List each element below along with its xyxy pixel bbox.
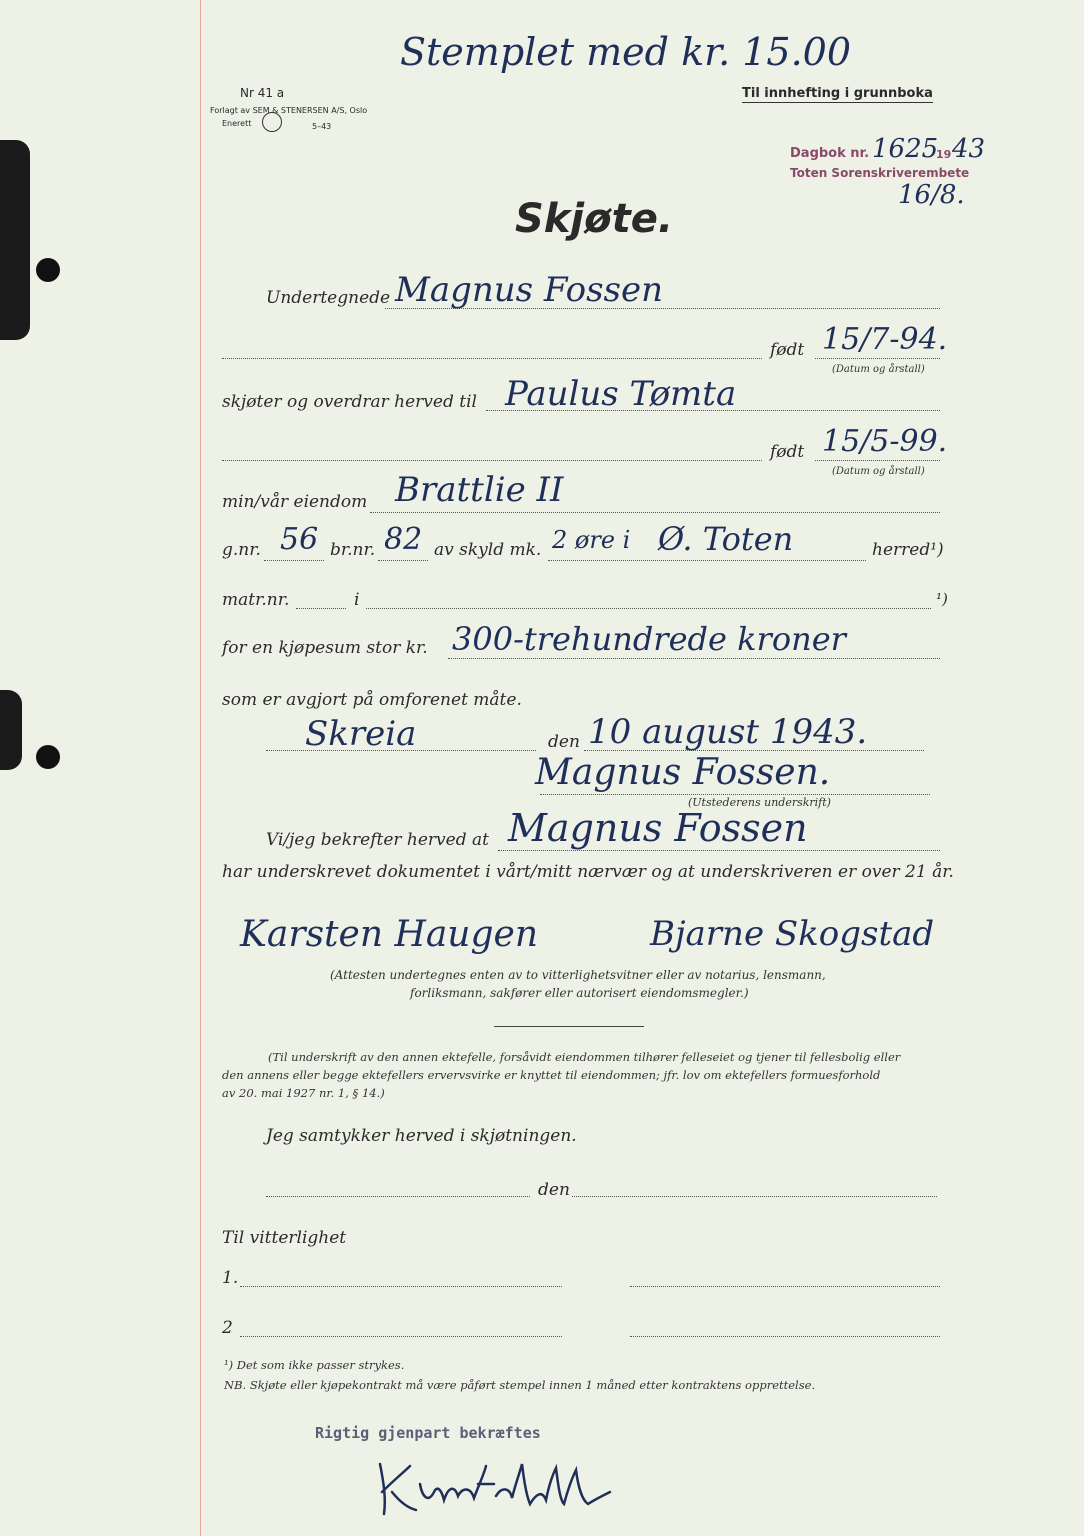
fodt-label: født (770, 442, 805, 462)
issuer-signature: Magnus Fossen. (535, 752, 831, 793)
dagbok-number: 1625 (872, 134, 939, 164)
dotted-line (378, 560, 428, 561)
matr-note: ¹) (936, 590, 948, 608)
avgjort-text: som er avgjort på omforenet måte. (222, 690, 522, 710)
purchase-price: 300-trehundrede kroner (452, 620, 846, 658)
brnr-value: 82 (384, 522, 423, 557)
skjoter-label: skjøter og overdrar herved til (222, 392, 477, 412)
publisher-rights: Enerett (222, 119, 252, 128)
witness-signature-2: Bjarne Skogstad (650, 914, 935, 954)
certified-stamp: Rigtig gjenpart bekræftes (315, 1424, 541, 1442)
place-value: Skreia (305, 714, 417, 754)
margin-line (200, 0, 201, 1536)
seller-name: Magnus Fossen (395, 270, 664, 310)
datum-hint: (Datum og årstall) (832, 466, 925, 477)
herred-value: Ø. Toten (658, 520, 794, 558)
buyer-name: Paulus Tømta (505, 374, 737, 414)
dotted-line (296, 608, 346, 609)
publisher-date: 5–43 (312, 122, 332, 131)
confirmed-signer: Magnus Fossen (508, 806, 808, 850)
bekrefter-label: Vi/jeg bekrefter herved at (266, 830, 489, 850)
gnr-value: 56 (280, 522, 319, 557)
nb-note: NB. Skjøte eller kjøpekontrakt må være påført stempel innen 1 måned etter kontraktens opprettelse. (224, 1378, 816, 1392)
den-label: den (538, 1180, 570, 1200)
attest-note: forliksmann, sakfører eller autorisert eiendomsmegler.) (410, 986, 749, 1000)
dotted-line (366, 608, 931, 609)
binding-blot (0, 140, 30, 340)
witness-line-number: 2 (222, 1318, 233, 1338)
spouse-note: av 20. mai 1927 nr. 1, § 14.) (222, 1086, 385, 1100)
seller-birthdate: 15/7-94. (822, 322, 948, 357)
undertegnede-label: Undertegnede (266, 288, 391, 308)
publisher-line: Forlagt av SEM & STENERSEN A/S, Oslo (210, 106, 368, 115)
herred-label: herred¹) (872, 540, 944, 560)
eiendom-label: min/vår eiendom (222, 492, 368, 512)
date-value: 10 august 1943. (588, 712, 868, 752)
dotted-line (572, 1196, 937, 1197)
skyld-label: av skyld mk. (434, 540, 542, 560)
brnr-label: br.nr. (330, 540, 376, 560)
dotted-line (815, 460, 940, 461)
dotted-line (222, 460, 762, 461)
dotted-line (630, 1286, 940, 1287)
dotted-line (498, 850, 940, 851)
dagbok-year: 43 (952, 134, 986, 164)
underskrevet-text: har underskrevet dokumentet i vårt/mitt nærvær og at underskriveren er over 21 år. (222, 862, 954, 882)
buyer-birthdate: 15/5-99. (822, 424, 948, 459)
matr-i: i (354, 590, 360, 610)
dotted-line (630, 1336, 940, 1337)
attest-note: (Attesten undertegnes enten av to vitterlighetsvitner eller av notarius, lensmann, (330, 968, 826, 982)
dotted-line (222, 358, 762, 359)
skyld-value: 2 øre i (552, 526, 631, 554)
dotted-line (540, 794, 930, 795)
witness-line-number: 1. (222, 1268, 239, 1288)
dagbok-year-prefix: 19 (936, 148, 952, 161)
datum-hint: (Datum og årstall) (832, 364, 925, 375)
stamp-duty-note: Stemplet med kr. 15.00 (400, 30, 852, 74)
gnr-label: g.nr. (222, 540, 261, 560)
dagbok-label: Dagbok nr. (790, 146, 870, 161)
matr-label: matr.nr. (222, 590, 290, 610)
issuer-hint: (Utstederens underskrift) (688, 796, 831, 809)
den-label: den (548, 732, 580, 752)
binding-blot (0, 690, 22, 770)
form-number: Nr 41 a (240, 86, 285, 100)
punch-hole (36, 258, 60, 282)
document-title: Skjøte. (515, 196, 674, 242)
consent-text: Jeg samtykker herved i skjøtningen. (266, 1126, 577, 1146)
dotted-line (815, 358, 940, 359)
spouse-note: den annens eller begge ektefellers ervervsvirke er knyttet til eiendommen; jfr. lov om ektefellers formuesforhold (222, 1068, 881, 1082)
dagbok-date: 16/8. (898, 180, 965, 210)
punch-hole (36, 745, 60, 769)
dotted-line (448, 658, 940, 659)
dagbok-office: Toten Sorenskriverembete (790, 166, 970, 180)
spouse-note: (Til underskrift av den annen ektefelle, forsåvidt eiendommen tilhører felleseiet og tjener til fellesbolig eller (268, 1050, 901, 1064)
registry-note: Til innhefting i grunnboka (742, 86, 933, 101)
vitterlighet-label: Til vitterlighet (222, 1228, 347, 1248)
dotted-line (370, 512, 940, 513)
dotted-line (240, 1336, 562, 1337)
footnote: ¹) Det som ikke passer strykes. (224, 1358, 405, 1372)
dotted-line (548, 560, 866, 561)
publisher-logo (262, 112, 282, 132)
certification-signature (370, 1444, 640, 1524)
witness-signature-1: Karsten Haugen (240, 914, 539, 955)
divider (494, 1026, 644, 1027)
kjopesum-label: for en kjøpesum stor kr. (222, 638, 428, 658)
dotted-line (266, 1196, 530, 1197)
fodt-label: født (770, 340, 805, 360)
property-name: Brattlie II (395, 470, 564, 510)
dotted-line (240, 1286, 562, 1287)
dotted-line (264, 560, 324, 561)
